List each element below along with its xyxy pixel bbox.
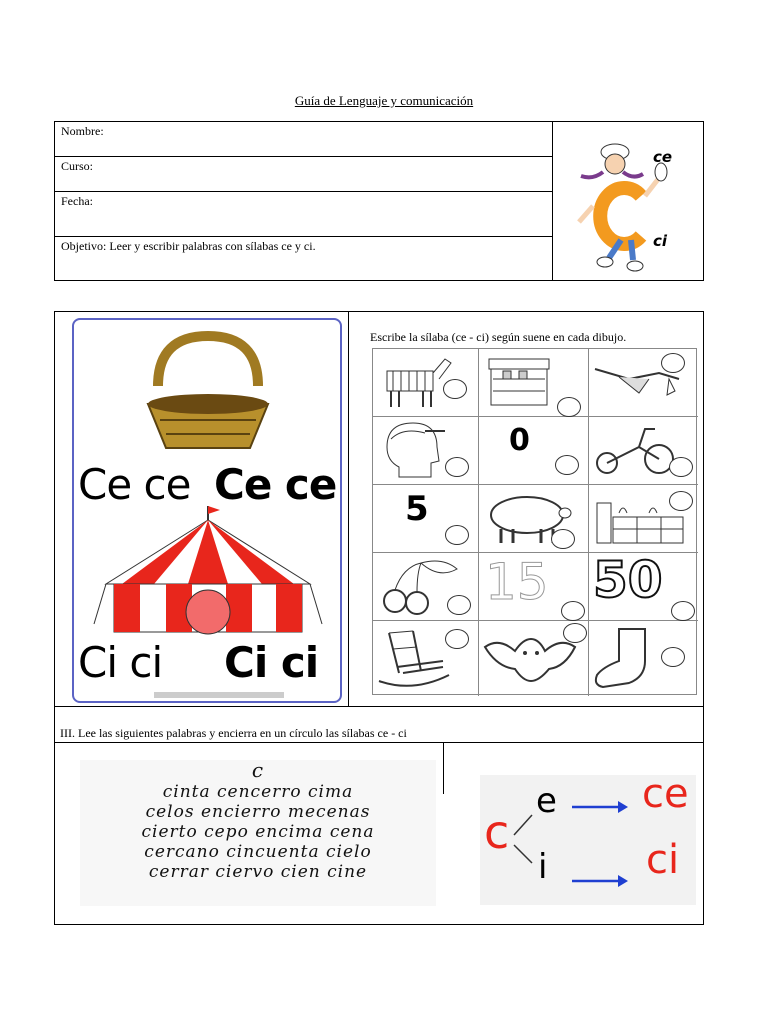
diagram-ci-syllable: ci	[646, 837, 680, 883]
name-field[interactable]	[55, 122, 552, 157]
syllable-diagram	[480, 771, 696, 905]
objective-field	[55, 237, 552, 281]
answer-bubble[interactable]	[563, 623, 587, 643]
grid-cell-bat	[479, 621, 589, 696]
grid-cell-sock	[589, 621, 698, 696]
ce-print-text: Ce ce	[214, 460, 337, 509]
grid-cell-zero	[479, 417, 589, 485]
frame-divider-top	[54, 706, 704, 707]
answer-bubble[interactable]	[443, 379, 467, 399]
answer-bubble[interactable]	[445, 457, 469, 477]
word-line: cercano cincuenta cielo	[144, 842, 372, 862]
grid-cell-brain	[373, 417, 479, 485]
grid-cell-kitchen	[589, 485, 698, 553]
grid-cell-fifteen	[479, 553, 589, 621]
answer-bubble[interactable]	[669, 457, 693, 477]
diagram-ce-syllable: ce	[642, 771, 689, 817]
grid-cell-five	[373, 485, 479, 553]
answer-bubble[interactable]	[561, 601, 585, 621]
exercise-3-instruction: III. Lee las siguientes palabras y encierra en un círculo las sílabas ce - ci	[60, 726, 407, 740]
mascot-ce-label: ce	[653, 148, 673, 166]
mascot-ci-label: ci	[653, 232, 668, 250]
grid-cell-stork	[589, 349, 698, 417]
exercise-1-instruction: Escribe la sílaba (ce - ci) según suene en cada dibujo.	[370, 330, 627, 344]
page-title	[0, 93, 768, 109]
grid-cell-fifty	[589, 553, 698, 621]
answer-bubble[interactable]	[445, 525, 469, 545]
answer-bubble[interactable]	[671, 601, 695, 621]
ci-print-text: Ci ci	[224, 638, 319, 687]
word-list-panel	[80, 760, 436, 906]
word-line: celos encierro mecenas	[145, 802, 371, 822]
grid-cell-pig	[479, 485, 589, 553]
header-divider	[552, 122, 553, 280]
answer-bubble[interactable]	[447, 595, 471, 615]
frame-divider-vertical	[348, 311, 349, 707]
student-info-table	[54, 121, 704, 281]
diagram-c-letter: c	[484, 805, 510, 859]
word-line: cierto cepo encima cena	[141, 822, 375, 842]
grid-cell-zebra	[373, 349, 479, 417]
basket-illustration	[138, 326, 278, 456]
answer-bubble[interactable]	[551, 529, 575, 549]
frame-divider-bottom	[54, 742, 704, 743]
ce-cursive-text: Ce ce	[78, 460, 191, 509]
word-list-heading: c	[251, 758, 265, 782]
answer-bubble[interactable]	[661, 647, 685, 667]
card-footer-strip	[154, 692, 284, 698]
grid-cell-cherries	[373, 553, 479, 621]
page-title-text: Guía de Lenguaje y comunicación	[294, 93, 474, 108]
answer-bubble[interactable]	[445, 629, 469, 649]
name-label: Nombre:	[61, 124, 104, 138]
fifty-figure: 50	[593, 551, 663, 609]
word-line: cinta cencerro cima	[162, 782, 354, 802]
fifteen-figure: 15	[485, 553, 549, 611]
ce-ci-card	[72, 318, 342, 703]
answer-bubble[interactable]	[557, 397, 581, 417]
zero-figure: 0	[509, 423, 530, 458]
five-figure: 5	[405, 489, 429, 529]
syllable-picture-grid	[372, 348, 697, 695]
circus-tent-illustration	[92, 504, 324, 636]
grid-cell-store	[479, 349, 589, 417]
frame-divider-lower	[443, 742, 444, 794]
diagram-e-letter: e	[536, 781, 557, 821]
course-field[interactable]	[55, 157, 552, 192]
answer-bubble[interactable]	[661, 353, 685, 373]
date-field[interactable]	[55, 192, 552, 237]
answer-bubble[interactable]	[669, 491, 693, 511]
date-label: Fecha:	[61, 194, 93, 208]
objective-text: Objetivo: Leer y escribir palabras con sílabas ce y ci.	[61, 239, 316, 253]
course-label: Curso:	[61, 159, 94, 173]
answer-bubble[interactable]	[555, 455, 579, 475]
ci-cursive-text: Ci ci	[78, 638, 163, 687]
grid-cell-tricycle	[589, 417, 698, 485]
diagram-i-letter: i	[538, 847, 548, 887]
grid-cell-rocking-chair	[373, 621, 479, 696]
word-line: cerrar ciervo cien cine	[148, 862, 368, 882]
